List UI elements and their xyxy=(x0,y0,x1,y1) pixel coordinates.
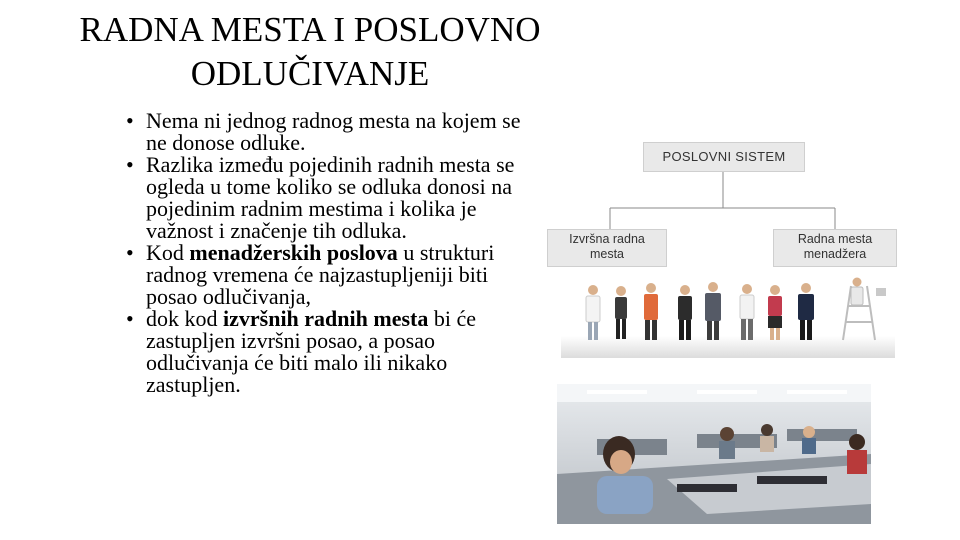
bullet-3-pre: Kod xyxy=(146,240,190,265)
person-3 xyxy=(644,283,658,340)
bullet-item-2 xyxy=(124,154,524,242)
bullet-3-post: u strukturi radnog vremena će najzastupljeniji biti posao odlučivanja, xyxy=(146,240,495,309)
person-5 xyxy=(705,282,721,340)
bullet-4-bold: izvršnih radnih mesta xyxy=(223,306,429,331)
org-diagram xyxy=(543,136,900,266)
person-6 xyxy=(740,284,754,340)
title-line-1: RADNA MESTA I POSLOVNO xyxy=(79,10,541,49)
workers-illustration xyxy=(561,276,895,358)
title-line-2: ODLUČIVANJE xyxy=(190,54,430,93)
person-doctor xyxy=(586,285,600,340)
box-right-line-1: Radna mesta xyxy=(797,232,873,246)
person-7 xyxy=(768,285,782,340)
bullet-list xyxy=(124,110,524,396)
box-right-line-2: menadžera xyxy=(803,247,867,261)
bullet-item-1 xyxy=(124,110,524,154)
factory-photo xyxy=(557,384,871,524)
person-painter-ladder xyxy=(843,278,886,341)
bullet-4-post: bi će zastupljen izvršni posao, a posao odlučivanja će biti malo ili nikako zastupljen. xyxy=(146,306,477,397)
box-left-line-1: Izvršna radna xyxy=(569,232,645,246)
box-business-system: POSLOVNI SISTEM xyxy=(643,142,805,172)
person-4 xyxy=(678,285,692,340)
bullet-3-bold: menadžerskih poslova xyxy=(189,240,398,265)
bullet-2-text: Razlika između pojedinih radnih mesta se ogleda u tome koliko se odluka donosi na pojedinim radnim mestima i kolika je važnost i značenje tih odluka. xyxy=(146,152,515,243)
person-8 xyxy=(798,283,814,340)
slide-title xyxy=(30,8,590,96)
bullet-item-3 xyxy=(124,242,524,308)
box-left-line-2: mesta xyxy=(589,247,625,261)
box-manager-positions xyxy=(773,229,897,267)
bullet-4-pre: dok kod xyxy=(146,306,223,331)
box-executive-positions xyxy=(547,229,667,267)
person-2 xyxy=(615,286,627,339)
bullet-1-text: Nema ni jednog radnog mesta na kojem se ne donose odluke. xyxy=(146,108,521,155)
bullet-item-4 xyxy=(124,308,524,396)
